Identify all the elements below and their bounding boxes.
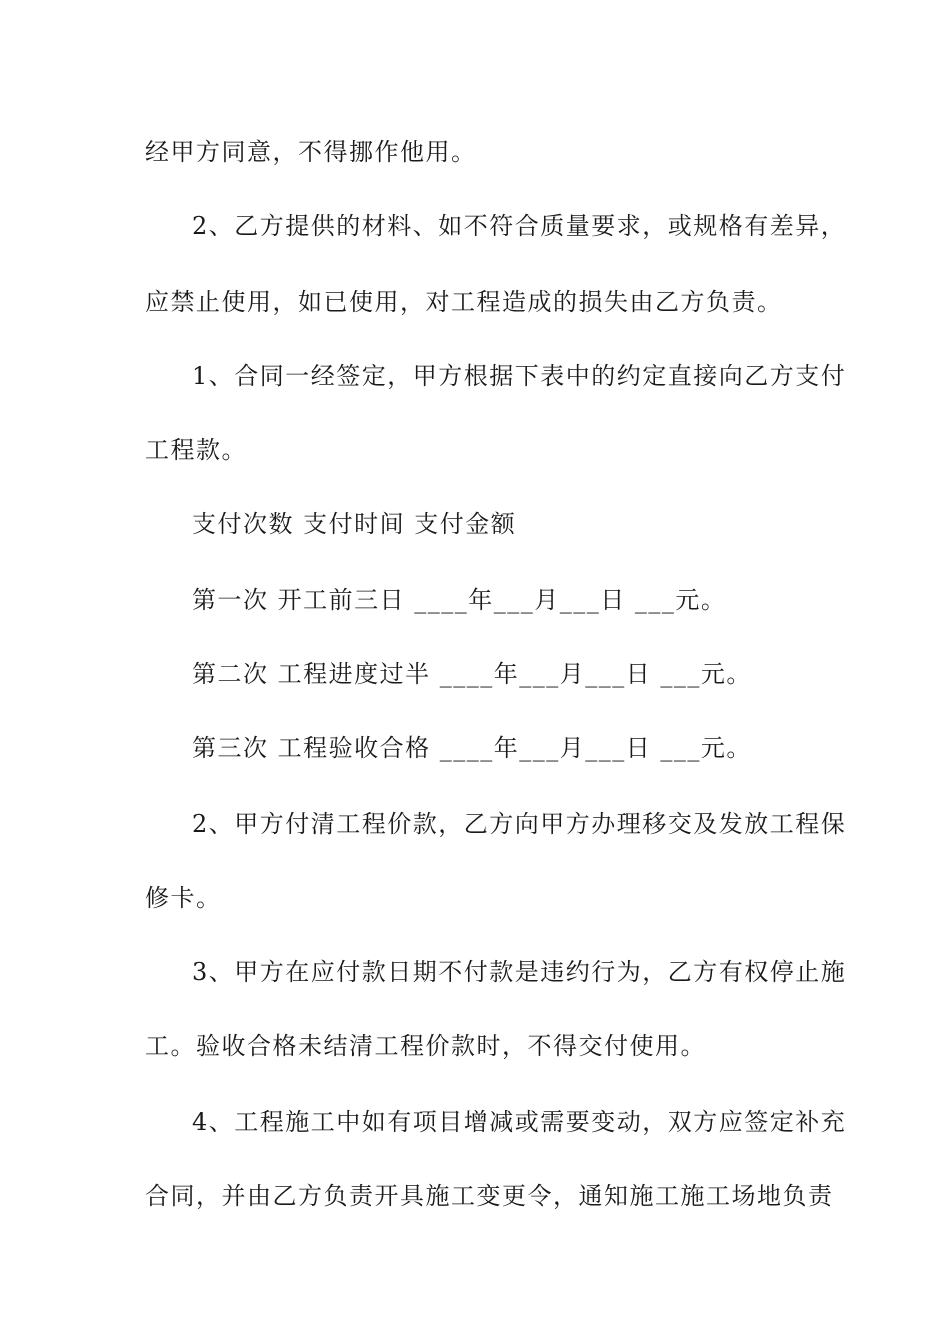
payment-row-third: 第三次 工程验收合格 ____年___月___日 ___元。 <box>192 734 752 762</box>
text-line: 应禁止使用，如已使用，对工程造成的损失由乙方负责。 <box>145 288 783 316</box>
text-line: 工程款。 <box>145 436 247 464</box>
clause-line: 4、工程施工中如有项目增减或需要变动，双方应签定补充 <box>192 1108 847 1136</box>
payment-table-header: 支付次数 支付时间 支付金额 <box>192 510 517 538</box>
clause-line: 1、合同一经签定，甲方根据下表中的约定直接向乙方支付 <box>192 362 847 390</box>
clause-line: 3、甲方在应付款日期不付款是违约行为，乙方有权停止施 <box>192 958 847 986</box>
payment-row-second: 第二次 工程进度过半 ____年___月___日 ___元。 <box>192 660 752 688</box>
payment-row-first: 第一次 开工前三日 ____年___月___日 ___元。 <box>192 586 727 614</box>
text-line: 合同，并由乙方负责开具施工变更令，通知施工施工场地负责 <box>145 1182 834 1210</box>
clause-line: 2、甲方付清工程价款，乙方向甲方办理移交及发放工程保 <box>192 810 847 838</box>
clause-line: 2、乙方提供的材料、如不符合质量要求，或规格有差异， <box>192 212 847 240</box>
text-line: 经甲方同意，不得挪作他用。 <box>145 138 477 166</box>
text-line: 修卡。 <box>145 884 222 912</box>
text-line: 工。验收合格未结清工程价款时，不得交付使用。 <box>145 1032 706 1060</box>
